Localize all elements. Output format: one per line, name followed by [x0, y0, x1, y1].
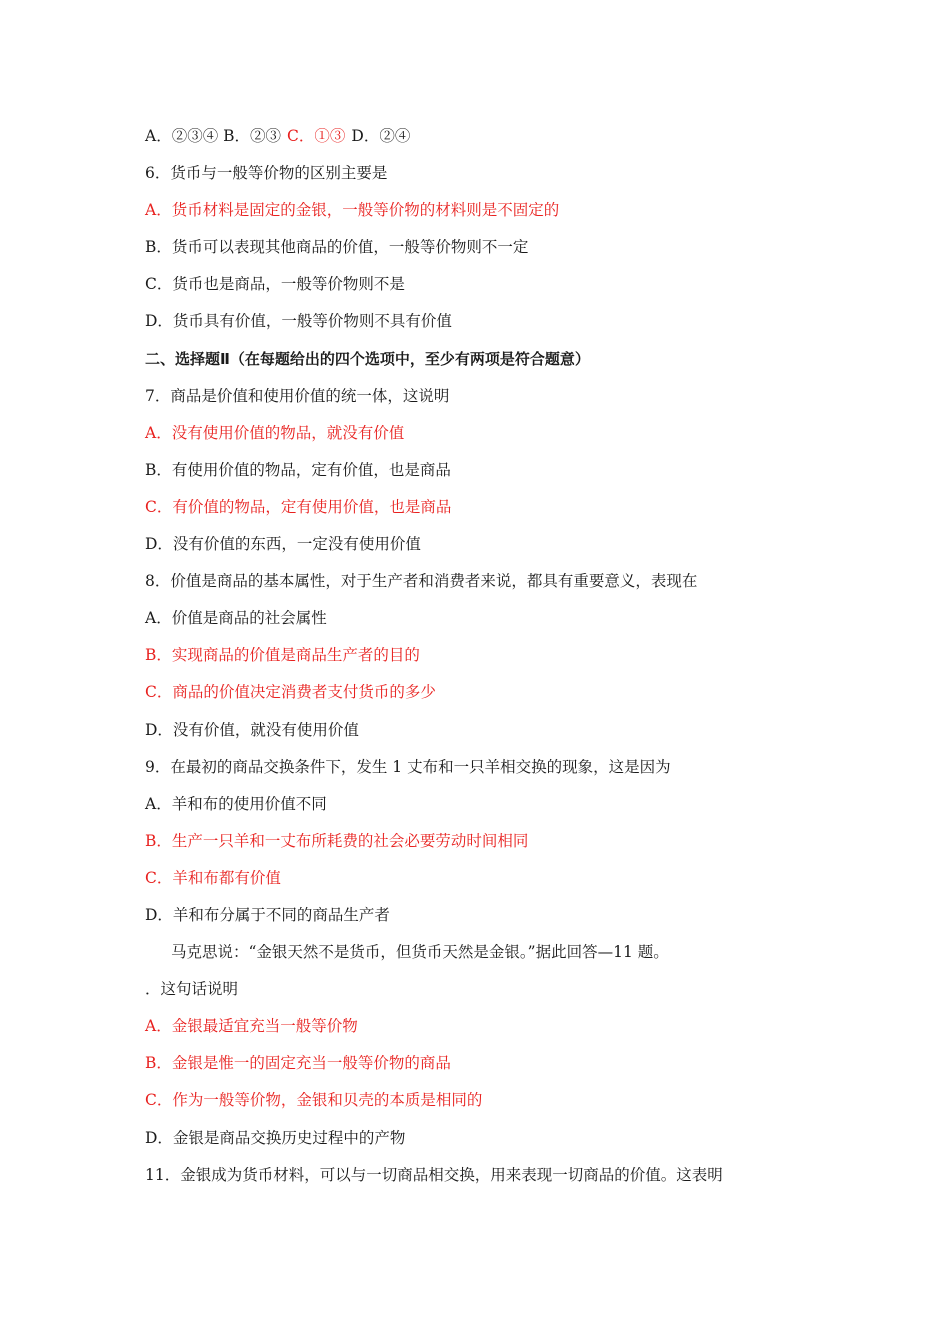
- q8-option-d: D．没有价值，就没有使用价值: [145, 720, 359, 739]
- section-heading: 二、选择题Ⅱ（在每题给出的四个选项中，至少有两项是符合题意）: [145, 349, 590, 368]
- q10-option-b: B．金银是惟一的固定充当一般等价物的商品: [145, 1054, 451, 1073]
- option-c-answer: C．①③: [287, 127, 346, 145]
- q8-option-a: A．价值是商品的社会属性: [145, 609, 327, 628]
- q10-option-a: A．金银最适宜充当一般等价物: [145, 1017, 358, 1036]
- q7-option-c: C．有价值的物品，定有使用价值，也是商品: [145, 497, 452, 516]
- q7-option-a: A．没有使用价值的物品，就没有价值: [145, 423, 405, 442]
- q6-option-c: C．货币也是商品，一般等价物则不是: [145, 275, 405, 294]
- question-8: 8．价值是商品的基本属性，对于生产者和消费者来说，都具有重要意义，表现在: [145, 572, 698, 591]
- q6-option-b: B．货币可以表现其他商品的价值，一般等价物则不一定: [145, 238, 529, 257]
- q10-option-c: C．作为一般等价物，金银和贝壳的本质是相同的: [145, 1091, 483, 1110]
- option-ab: A．②③④ B．②③: [145, 127, 282, 145]
- q6-option-d: D．货币具有价值，一般等价物则不具有价值: [145, 312, 452, 331]
- q8-option-b: B．实现商品的价值是商品生产者的目的: [145, 646, 420, 665]
- question-9: 9．在最初的商品交换条件下，发生 1 丈布和一只羊相交换的现象，这是因为: [145, 757, 671, 776]
- q9-option-d: D．羊和布分属于不同的商品生产者: [145, 905, 390, 924]
- q9-option-c: C．羊和布都有价值: [145, 868, 281, 887]
- q7-option-b: B．有使用价值的物品，定有价值，也是商品: [145, 460, 451, 479]
- q6-option-a: A．货币材料是固定的金银，一般等价物的材料则是不固定的: [145, 201, 560, 220]
- answer-options-line: [145, 121, 905, 158]
- marx-quote: 马克思说：“金银天然不是货币，但货币天然是金银。”据此回答—11 题。: [171, 943, 669, 962]
- question-7: 7．商品是价值和使用价值的统一体，这说明: [145, 386, 450, 405]
- question-6: 6．货币与一般等价物的区别主要是: [145, 164, 388, 183]
- q10-option-d: D．金银是商品交换历史过程中的产物: [145, 1128, 406, 1147]
- question-11: 11．金银成为货币材料，可以与一切商品相交换，用来表现一切商品的价值。这表明: [145, 1165, 723, 1184]
- q7-option-d: D．没有价值的东西，一定没有使用价值: [145, 535, 421, 554]
- q8-option-c: C．商品的价值决定消费者支付货币的多少: [145, 683, 436, 702]
- q9-option-a: A．羊和布的使用价值不同: [145, 794, 327, 813]
- document-page: [145, 121, 905, 1197]
- q9-option-b: B．生产一只羊和一丈布所耗费的社会必要劳动时间相同: [145, 831, 529, 850]
- option-d: D．②④: [351, 127, 411, 145]
- question-10: ．这句话说明: [145, 980, 239, 999]
